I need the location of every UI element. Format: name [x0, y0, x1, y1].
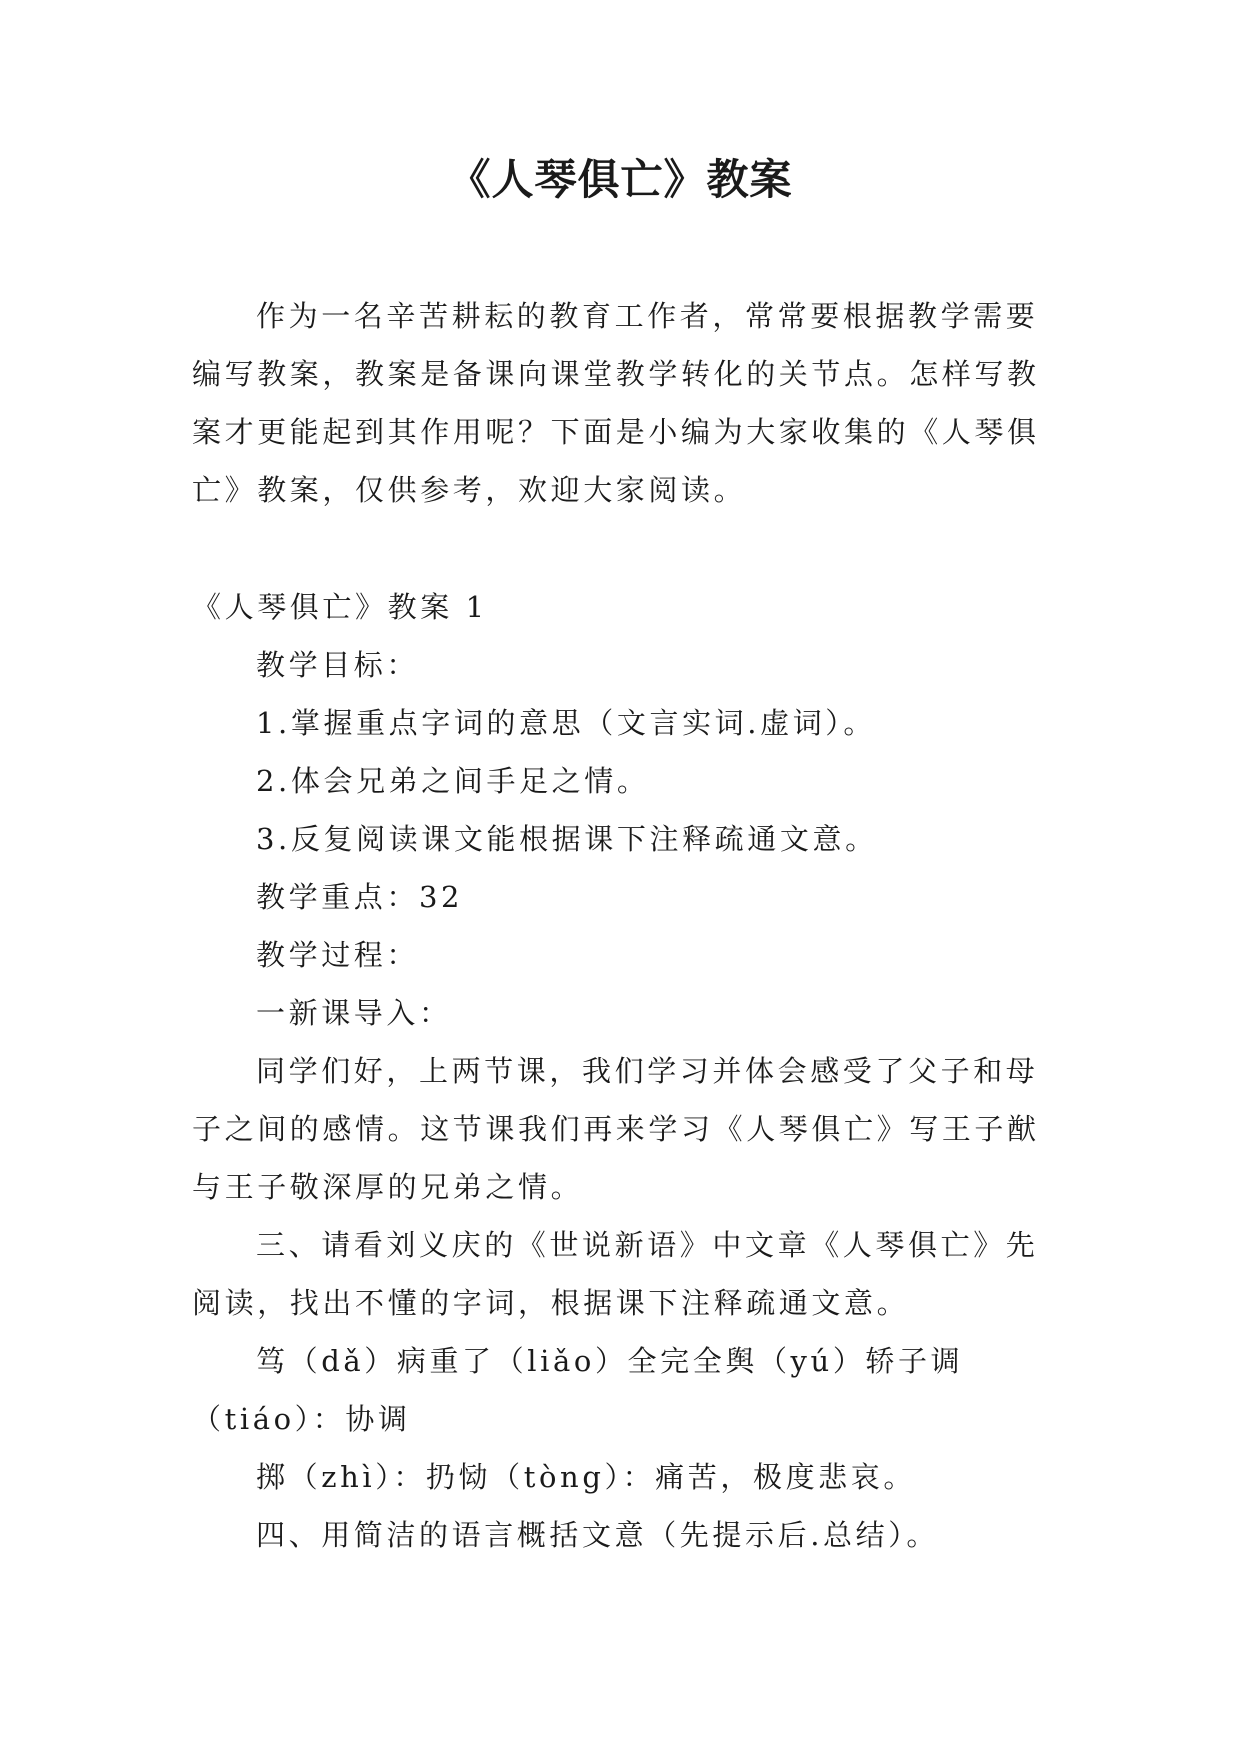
- paragraph-key-points: 教学重点：32: [256, 880, 464, 914]
- paragraph-intro-lesson: 一新课导入：: [256, 996, 452, 1030]
- paragraph-step-four: 四、用简洁的语言概括文意（先提示后.总结）。: [256, 1518, 939, 1552]
- intro-paragraph: 作为一名辛苦耕耘的教育工作者，常常要根据教学需要编写教案，教案是备课向课堂教学转化的关节点。怎样写教案才更能起到其作用呢？下面是小编为大家收集的《人琴俱亡》教案，仅供参考，欢迎大家阅读。: [192, 299, 1040, 507]
- paragraph-greeting: 同学们好，上两节课，我们学习并体会感受了父子和母子之间的感情。这节课我们再来学习《人琴俱亡》写王子猷与王子敬深厚的兄弟之情。: [192, 1054, 1040, 1204]
- document-title: 《人琴俱亡》教案: [448, 155, 793, 204]
- paragraph-step-three: 三、请看刘义庆的《世说新语》中文章《人琴俱亡》先阅读，找出不懂的字词，根据课下注释疏通文意。: [192, 1228, 1039, 1320]
- paragraph-goal-1: 1.掌握重点字词的意思（文言实词.虚词）。: [256, 706, 876, 740]
- paragraph-vocab-2: 掷（zhì）：扔恸（tòng）：痛苦，极度悲哀。: [256, 1460, 916, 1494]
- section-heading: 《人琴俱亡》教案 1: [192, 590, 488, 624]
- paragraph-teaching-goals: 教学目标：: [256, 648, 420, 682]
- paragraph-vocab-1: 笃（dǎ）病重了（liǎo）全完全舆（yú）轿子调（tiáo）：协调: [192, 1344, 964, 1436]
- paragraph-goal-3: 3.反复阅读课文能根据课下注释疏通文意。: [256, 822, 878, 856]
- paragraph-process: 教学过程：: [256, 938, 420, 972]
- paragraph-goal-2: 2.体会兄弟之间手足之情。: [256, 764, 650, 798]
- lesson-plan-section: [192, 578, 1052, 1564]
